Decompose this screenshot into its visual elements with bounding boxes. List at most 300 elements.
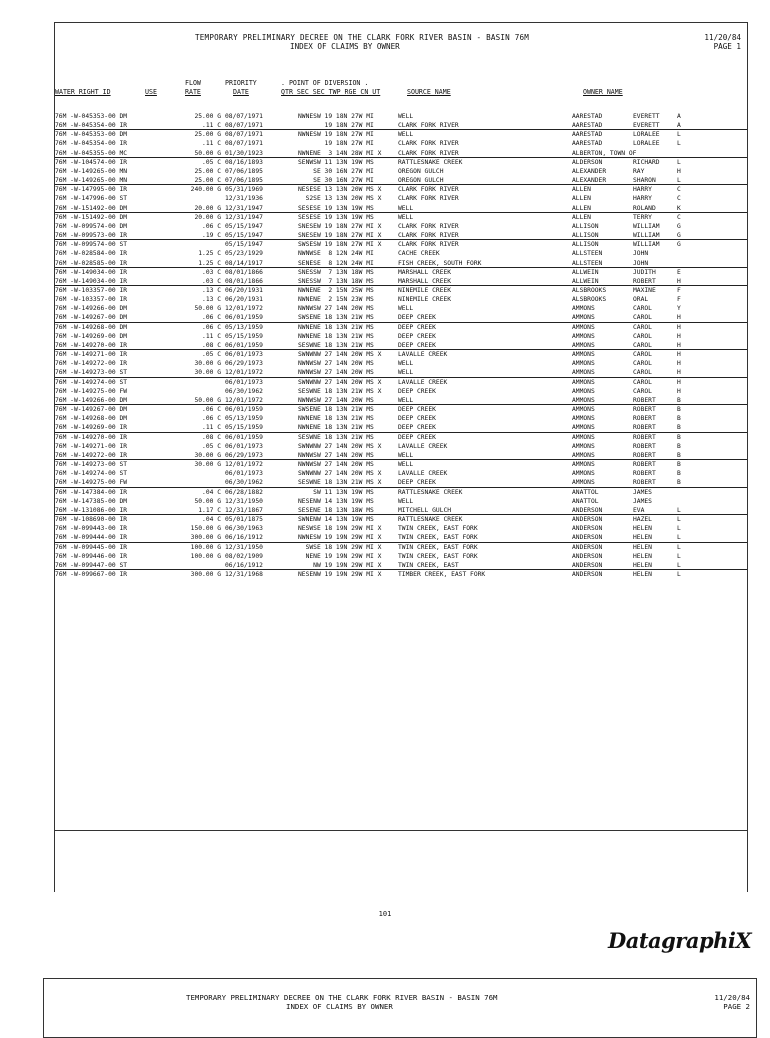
col-flow-top: FLOW [185,79,201,87]
owner-first-name: JAMES [633,497,652,505]
priority-date: 12/31/1947 [225,204,263,212]
priority-date: 06/30/1962 [225,387,263,395]
frame-number: 101 [378,910,392,918]
owner-last-name: ALSBROOKS [572,296,607,304]
owner-first-name: WILLIAM [633,241,660,249]
table-row [55,268,747,277]
report-title: TEMPORARY PRELIMINARY DECREE ON THE CLARK FORK RIVER BASIN - BASIN 76M [195,33,530,42]
point-of-diversion: NWNWSE 8 12N 24W MI [298,250,374,258]
water-right-id: 76M -W-099574-00 DM [55,222,128,230]
table-row [55,359,747,368]
owner-last-name: ANDERSON [572,525,603,533]
flag-code: C [677,213,681,221]
source-name: RATTLESNAKE CREEK [398,516,463,524]
owner-last-name: ANDERSON [572,534,603,542]
report-page-2 [43,978,757,1038]
point-of-diversion: NWNWSW 27 14N 20W MS [298,305,374,313]
flag-code: B [677,406,681,414]
owner-first-name: ROBERT [633,424,656,432]
flow-rate: 30.00 G [194,451,221,459]
water-right-id: 76M -W-045355-00 MC [55,149,128,157]
owner-first-name: EVERETT [633,122,660,130]
point-of-diversion: SWNWNW 27 14N 20W MS X [298,351,382,359]
priority-date: 06/01/1959 [225,341,263,349]
flow-rate: 100.00 G [190,543,221,551]
priority-date: 05/31/1969 [225,186,263,194]
table-row [55,249,747,258]
table-row [55,121,747,130]
owner-last-name: ALLEN [572,204,591,212]
source-name: MARSHALL CREEK [398,277,452,285]
water-right-id: 76M -W-147384-00 IR [55,488,128,496]
source-name: LAVALLE CREEK [398,351,448,359]
source-name: TWIN CREEK, EAST FORK [398,525,478,533]
source-name: FISH CREEK, SOUTH FORK [398,259,482,267]
priority-date: 06/30/1963 [225,525,263,533]
table-row [55,240,747,249]
point-of-diversion: NWNWSW 27 14N 20W MS [298,451,374,459]
table-row [55,130,747,139]
owner-last-name: ALLISON [572,241,599,249]
point-of-diversion: SNESSW 7 13N 18W MS [298,268,374,276]
report-page-label: PAGE 1 [713,42,741,51]
owner-first-name: HAZEL [633,516,652,524]
point-of-diversion: SWSE 18 19N 29W MI X [298,543,382,551]
table-row [55,341,747,350]
water-right-id: 76M -W-149272-00 IR [55,360,128,368]
flow-rate: 50.00 G [194,305,221,313]
owner-last-name: ANATTOL [572,488,599,496]
table-row [55,488,747,497]
flag-code: L [677,506,681,514]
col-use: USE [145,88,157,96]
table-row [55,167,747,176]
next-page-label: PAGE 2 [723,1002,750,1011]
flag-code: L [677,131,681,139]
owner-first-name: EVERETT [633,113,660,120]
source-name: TIMBER CREEK, EAST FORK [398,571,486,579]
col-rate: RATE [185,88,201,96]
source-name: CLARK FORK RIVER [398,149,459,157]
point-of-diversion: NWNENE 18 13N 21W MS [298,332,374,340]
next-page-date: 11/20/84 [714,993,750,1002]
flow-rate: .04 C [202,516,221,524]
priority-date: 06/28/1882 [225,488,263,496]
source-name: CLARK FORK RIVER [398,241,459,249]
owner-first-name: HELEN [633,543,652,551]
water-right-id: 76M -W-149265-00 MN [55,167,128,175]
priority-date: 12/31/1950 [225,543,263,551]
owner-first-name: HARRY [633,195,652,203]
water-right-id: 76M -W-104574-00 IR [55,158,128,166]
priority-date: 12/31/1867 [225,506,263,514]
priority-date: 06/01/1959 [225,314,263,322]
table-row [55,323,747,332]
priority-date: 05/15/1947 [225,232,263,240]
table-row [55,332,747,341]
owner-last-name: ALLEN [572,186,591,194]
table-row [55,460,747,469]
owner-first-name: ROBERT [633,442,656,450]
flow-rate: .05 C [202,158,221,166]
owner-last-name: AMMONS [572,442,595,450]
source-name: WELL [398,213,414,221]
owner-last-name: ANDERSON [572,506,603,514]
point-of-diversion: 19 18N 27W MI [298,140,374,148]
col-pod-top: . POINT OF DIVERSION . [281,79,369,87]
source-name: DEEP CREEK [398,415,436,423]
source-name: TWIN CREEK, EAST FORK [398,543,478,551]
flag-code: H [677,360,681,368]
water-right-id: 76M -W-149271-00 IR [55,351,128,359]
point-of-diversion: NWNESW 19 18N 27W MI [298,131,374,139]
next-page-title: TEMPORARY PRELIMINARY DECREE ON THE CLARK FORK RIVER BASIN - BASIN 76M [186,993,498,1002]
water-right-id: 76M -W-149273-00 ST [55,369,128,377]
flag-code: B [677,396,681,404]
point-of-diversion: NWNENE 3 14N 28W MI X [298,149,382,157]
owner-last-name: AMMONS [572,470,595,478]
flag-code: H [677,277,681,285]
owner-first-name: HELEN [633,534,652,542]
water-right-id: 76M -W-099574-00 ST [55,241,128,249]
point-of-diversion: NESENW 19 19N 29W MI X [298,571,382,579]
water-right-id: 76M -W-149034-00 IR [55,277,128,285]
point-of-diversion: NWNWSW 27 14N 20W MS [298,369,374,377]
col-date: DATE [233,88,249,96]
owner-last-name: AMMONS [572,396,595,404]
flow-rate: 1.17 C [198,506,221,514]
flow-rate: 150.00 G [190,525,221,533]
owner-last-name: ALEXANDER [572,167,607,175]
flow-rate: .13 C [202,287,221,295]
flag-code: H [677,341,681,349]
priority-date: 05/15/1947 [225,222,263,230]
flow-rate: .03 C [202,277,221,285]
table-row [55,149,747,158]
priority-date: 06/16/1912 [225,561,263,569]
priority-date: 12/31/1968 [225,571,263,579]
priority-date: 12/31/1950 [225,497,263,505]
flag-code: B [677,415,681,423]
owner-first-name: TERRY [633,213,652,221]
point-of-diversion: SWNWNW 27 14N 20W MS X [298,378,382,386]
table-row [55,185,747,194]
table-row [55,497,747,506]
point-of-diversion: NWNENE 18 13N 21W MS [298,323,374,331]
owner-last-name: ALLWEIN [572,268,599,276]
flow-rate: .06 C [202,314,221,322]
flow-rate: .13 C [202,296,221,304]
owner-last-name: ALBERTON, TOWN OF [572,149,637,157]
water-right-id: 76M -W-149273-00 ST [55,461,128,469]
owner-last-name: AMMONS [572,415,595,423]
priority-date: 08/01/1866 [225,268,263,276]
owner-first-name: ROBERT [633,461,656,469]
flag-code: L [677,177,681,185]
point-of-diversion: SWNENW 14 13N 19W MS [298,516,374,524]
table-row [55,387,747,396]
table-row [55,213,747,222]
source-name: LAVALLE CREEK [398,442,448,450]
source-name: LAVALLE CREEK [398,378,448,386]
owner-last-name: ALLSTEEN [572,250,603,258]
table-row [55,478,747,487]
owner-first-name: ORAL [633,296,649,304]
table-row [55,112,747,121]
flow-rate: .08 C [202,341,221,349]
point-of-diversion: SESESE 19 13N 19W MS [298,204,374,212]
table-row [55,423,747,432]
source-name: OREGON GULCH [398,177,444,185]
point-of-diversion: SWNWNW 27 14N 20W MS X [298,470,382,478]
flow-rate: 50.00 G [194,149,221,157]
priority-date: 12/01/1972 [225,305,263,313]
flag-code: C [677,195,681,203]
priority-date: 06/01/1959 [225,433,263,441]
source-name: CLARK FORK RIVER [398,232,459,240]
table-row [55,570,747,579]
point-of-diversion: SESWNE 18 13N 21W MS [298,433,374,441]
table-row [55,561,747,570]
priority-date: 05/13/1959 [225,415,263,423]
point-of-diversion: NWNENE 18 13N 21W MS [298,415,374,423]
water-right-id: 76M -W-149269-00 IR [55,424,128,432]
owner-first-name: HARRY [633,186,652,194]
report-date: 11/20/84 [704,33,741,42]
owner-first-name: SHARON [633,177,656,185]
priority-date: 12/31/1936 [225,195,263,203]
water-right-id: 76M -W-149274-00 ST [55,470,128,478]
table-row [55,304,747,313]
source-name: DEEP CREEK [398,433,436,441]
source-name: WELL [398,497,414,505]
priority-date: 05/13/1959 [225,323,263,331]
owner-last-name: AMMONS [572,332,595,340]
water-right-id: 76M -W-045353-00 DM [55,113,128,120]
owner-last-name: AMMONS [572,369,595,377]
flag-code: L [677,140,681,148]
owner-last-name: ALLSTEEN [572,259,603,267]
point-of-diversion: NWNENE 2 15N 23W MS [298,296,374,304]
flag-code: L [677,571,681,579]
water-right-id: 76M -W-149275-00 FW [55,387,128,395]
water-right-id: 76M -W-131086-00 IR [55,506,128,514]
flag-code: F [677,287,681,295]
water-right-id: 76M -W-108690-00 IR [55,516,128,524]
water-right-id: 76M -W-149034-00 IR [55,268,128,276]
owner-first-name: CAROL [633,351,652,359]
priority-date: 05/01/1875 [225,516,263,524]
owner-first-name: JAMES [633,488,652,496]
priority-date: 08/14/1917 [225,259,263,267]
flag-code: L [677,543,681,551]
water-right-id: 76M -W-149266-00 DM [55,305,128,313]
table-row [55,158,747,167]
priority-date: 06/20/1931 [225,296,263,304]
owner-first-name: ROBERT [633,433,656,441]
water-right-id: 76M -W-149270-00 IR [55,433,128,441]
priority-date: 08/07/1971 [225,122,263,130]
priority-date: 05/15/1947 [225,241,263,249]
source-name: WELL [398,461,414,469]
source-name: CLARK FORK RIVER [398,195,459,203]
page-bottom-rule [55,830,747,831]
flow-rate: 20.00 G [194,204,221,212]
flag-code: L [677,158,681,166]
table-row [55,433,747,442]
flag-code: B [677,433,681,441]
water-right-id: 76M -W-099444-00 IR [55,534,128,542]
source-name: DEEP CREEK [398,341,436,349]
owner-last-name: AMMONS [572,451,595,459]
water-right-id: 76M -W-149267-00 DM [55,406,128,414]
table-row [55,451,747,460]
flag-code: G [677,222,681,230]
flag-code: L [677,552,681,560]
flow-rate: .05 C [202,351,221,359]
priority-date: 05/23/1929 [225,250,263,258]
point-of-diversion: SESESE 19 13N 19W MS [298,213,374,221]
point-of-diversion: SWSESW 19 18N 27W MI X [298,241,382,249]
flow-rate: 25.00 G [194,131,221,139]
point-of-diversion: SNESSW 7 13N 18W MS [298,277,374,285]
flag-code: L [677,561,681,569]
priority-date: 12/01/1972 [225,461,263,469]
source-name: WELL [398,113,414,120]
flow-rate: .03 C [202,268,221,276]
owner-last-name: ALDERSON [572,158,603,166]
priority-date: 06/16/1912 [225,534,263,542]
source-name: CLARK FORK RIVER [398,140,459,148]
priority-date: 12/01/1972 [225,369,263,377]
priority-date: 08/07/1971 [225,113,263,120]
flag-code: L [677,516,681,524]
table-row [55,552,747,561]
flow-rate: 25.00 C [194,167,221,175]
owner-first-name: CAROL [633,305,652,313]
point-of-diversion: NWNWSW 27 14N 20W MS [298,360,374,368]
point-of-diversion: NESESE 13 13N 20W MS X [298,186,382,194]
water-right-id: 76M -W-151492-00 DM [55,213,128,221]
owner-first-name: JOHN [633,259,649,267]
owner-last-name: ALLISON [572,232,599,240]
owner-last-name: AMMONS [572,378,595,386]
flag-code: B [677,479,681,487]
source-name: MITCHELL GULCH [398,506,452,514]
water-right-id: 76M -W-149265-00 MN [55,177,128,185]
flow-rate: .06 C [202,323,221,331]
water-right-id: 76M -W-103357-00 IR [55,287,128,295]
priority-date: 05/15/1959 [225,332,263,340]
owner-first-name: CAROL [633,369,652,377]
flag-code: B [677,461,681,469]
table-row [55,442,747,451]
priority-date: 05/15/1959 [225,424,263,432]
owner-last-name: ANDERSON [572,561,603,569]
col-source: SOURCE NAME [407,88,451,96]
water-right-id: 76M -W-099443-00 IR [55,525,128,533]
source-name: LAVALLE CREEK [398,470,448,478]
source-name: DEEP CREEK [398,387,436,395]
owner-last-name: ALLEN [572,213,591,221]
flow-rate: .06 C [202,415,221,423]
datagraphix-logo: DatagraphiX [608,928,752,953]
table-row [55,350,747,359]
point-of-diversion: SENWSW 11 13N 19W MS [298,158,374,166]
owner-last-name: AMMONS [572,433,595,441]
flow-rate: 1.25 C [198,250,221,258]
flow-rate: .11 C [202,140,221,148]
flow-rate: .06 C [202,406,221,414]
point-of-diversion: SW 11 13N 19W MS [298,488,374,496]
flow-rate: .11 C [202,122,221,130]
priority-date: 06/30/1962 [225,479,263,487]
flag-code: L [677,525,681,533]
point-of-diversion: SWSENE 18 13N 21W MS [298,406,374,414]
water-right-id: 76M -W-028584-00 IR [55,250,128,258]
water-right-id: 76M -W-149267-00 DM [55,314,128,322]
flow-rate: 50.00 G [194,396,221,404]
flow-rate: .06 C [202,222,221,230]
flag-code: L [677,534,681,542]
owner-last-name: ANDERSON [572,516,603,524]
flag-code: H [677,369,681,377]
water-right-id: 76M -W-149269-00 DM [55,332,128,340]
owner-last-name: AMMONS [572,323,595,331]
flag-code: Y [677,305,681,313]
priority-date: 06/29/1973 [225,451,263,459]
point-of-diversion: NENE 19 19N 29W MI X [298,552,382,560]
flag-code: E [677,268,681,276]
priority-date: 12/31/1947 [225,213,263,221]
flow-rate: .11 C [202,332,221,340]
priority-date: 08/01/1866 [225,277,263,285]
priority-date: 06/01/1973 [225,442,263,450]
flow-rate: 30.00 G [194,369,221,377]
report-page-1 [54,22,748,892]
water-right-id: 76M -W-149271-00 IR [55,442,128,450]
next-page-subtitle: INDEX OF CLAIMS BY OWNER [286,1002,393,1011]
point-of-diversion: 19 18N 27W MI [298,122,374,130]
point-of-diversion: NESENW 14 13N 19W MS [298,497,374,505]
flag-code: H [677,387,681,395]
point-of-diversion: SE 30 16N 27W MI [298,167,374,175]
flow-rate: 30.00 G [194,461,221,469]
owner-first-name: CAROL [633,378,652,386]
flag-code: A [677,113,681,120]
table-row [55,414,747,423]
source-name: WELL [398,396,414,404]
priority-date: 08/16/1893 [225,158,263,166]
water-right-id: 76M -W-149266-00 DM [55,396,128,404]
source-name: DEEP CREEK [398,323,436,331]
flow-rate: 1.25 C [198,259,221,267]
owner-first-name: CAROL [633,387,652,395]
flag-code: H [677,167,681,175]
source-name: DEEP CREEK [398,406,436,414]
owner-first-name: WILLIAM [633,232,660,240]
flow-rate: 240.00 G [190,186,221,194]
col-priority-top: PRIORITY [225,79,257,87]
flow-rate: 300.00 G [190,571,221,579]
source-name: CLARK FORK RIVER [398,222,459,230]
owner-last-name: ALSBROOKS [572,287,607,295]
water-right-id: 76M -W-147385-00 DM [55,497,128,505]
water-right-id: 76M -W-045354-00 IR [55,140,128,148]
water-right-id: 76M -W-028585-00 IR [55,259,128,267]
flag-code: B [677,424,681,432]
source-name: RATTLESNAKE CREEK [398,488,463,496]
